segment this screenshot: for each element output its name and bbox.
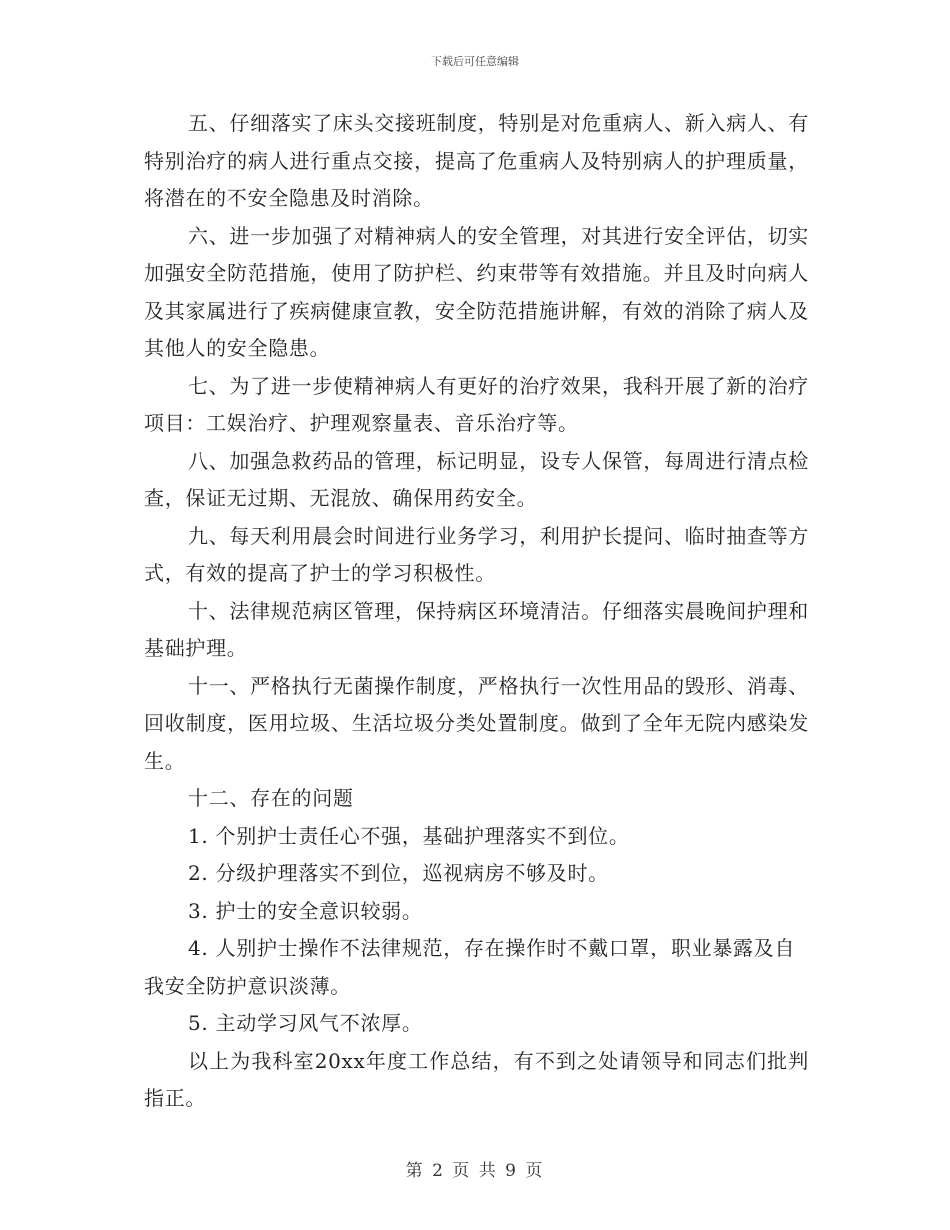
paragraph-10: 十、法律规范病区管理，保持病区环境清洁。仔细落实晨晚间护理和基础护理。 <box>144 598 809 660</box>
problem-item-1: 1. 个别护士责任心不强，基础护理落实不到位。 <box>188 823 630 848</box>
paragraph-6: 六、进一步加强了对精神病人的安全管理，对其进行安全评估，切实加强安全防范措施，使用了防护栏、约束带等有效措施。并且及时向病人及其家属进行了疾病健康宣教，安全防范措施讲解，有效的消除了病人及其他人的安全隐患。 <box>144 223 809 360</box>
paragraph-7: 七、为了进一步使精神病人有更好的治疗效果，我科开展了新的治疗项目：工娱治疗、护理观察量表、音乐治疗等。 <box>144 373 809 435</box>
closing-paragraph: 以上为我科室20xx年度工作总结，有不到之处请领导和同志们批判指正。 <box>144 1048 809 1110</box>
page-header: 下载后可任意编辑 <box>431 55 519 68</box>
problem-item-5: 5. 主动学习风气不浓厚。 <box>188 1011 423 1035</box>
paragraph-9: 九、每天利用晨会时间进行业务学习，利用护长提问、临时抽查等方式，有效的提高了护士的学习积极性。 <box>144 523 809 585</box>
paragraph-12-heading: 十二、存在的问题 <box>188 786 354 810</box>
paragraph-8: 八、加强急救药品的管理，标记明显，设专人保管，每周进行清点检查，保证无过期、无混放、确保用药安全。 <box>144 448 809 510</box>
problem-item-2: 2. 分级护理落实不到位，巡视病房不够及时。 <box>188 861 609 885</box>
problem-item-3: 3. 护士的安全意识较弱。 <box>188 898 423 923</box>
paragraph-5: 五、仔细落实了床头交接班制度，特别是对危重病人、新入病人、有特别治疗的病人进行重点交接，提高了危重病人及特别病人的护理质量，将潜在的不安全隐患及时消除。 <box>144 111 809 210</box>
page-footer: 第 2 页 共 9 页 <box>405 1161 545 1181</box>
problem-item-4: 4. 人别护士操作不法律规范，存在操作时不戴口罩，职业暴露及自我安全防护意识淡薄。 <box>144 936 796 998</box>
document-body <box>144 105 809 1118</box>
paragraph-11: 十一、严格执行无菌操作制度，严格执行一次性用品的毁形、消毒、回收制度，医用垃圾、生活垃圾分类处置制度。做到了全年无院内感染发生。 <box>144 673 809 773</box>
